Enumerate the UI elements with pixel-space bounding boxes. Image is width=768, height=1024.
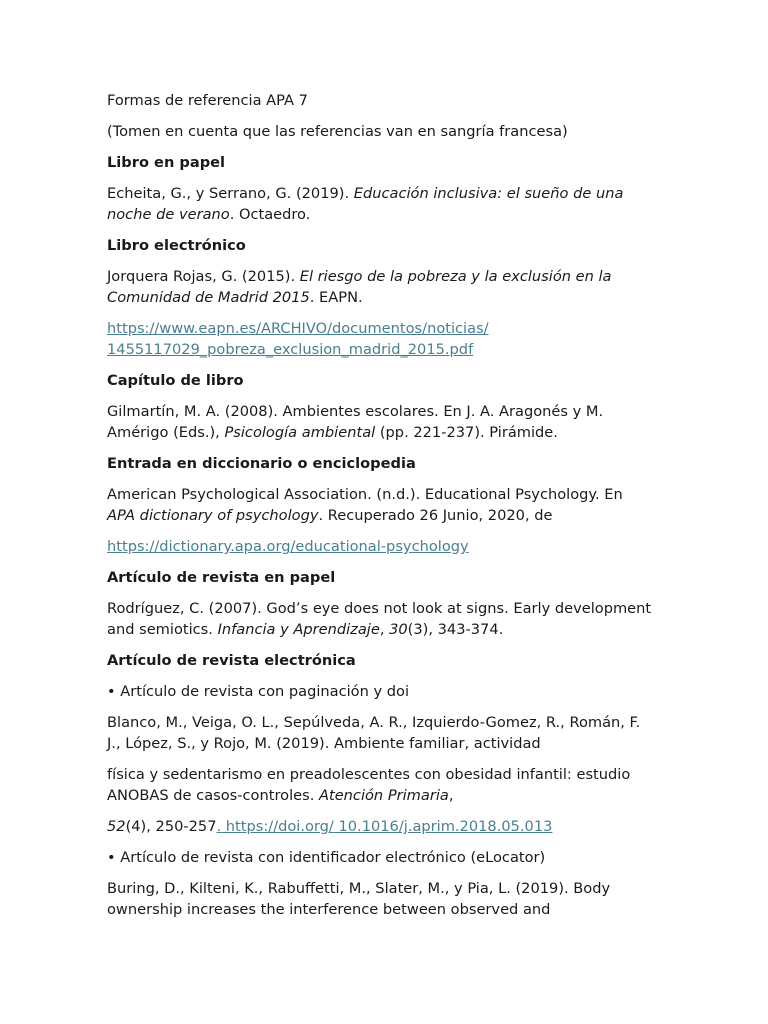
heading-diccionario: Entrada en diccionario o enciclopedia <box>107 455 416 472</box>
reference-publisher: . Octaedro. <box>229 206 311 223</box>
reference-text: Gilmartín, M. A. (2008). Ambientes escolares. En J. A. Aragonés y M. Amérigo (Eds.), <box>107 403 604 441</box>
reference-text: (4), 250-257 <box>125 818 217 835</box>
reference-volume: 52 <box>107 818 126 835</box>
document-page <box>107 90 655 930</box>
reference-text: , <box>448 787 454 804</box>
reference-blanco-part1: Blanco, M., Veiga, O. L., Sepúlveda, A. R., Izquierdo-Gomez, R., Román, F. J., López, S., y Rojo, M. (2019). Ambiente familiar, actividad <box>107 714 641 752</box>
doi-link[interactable]: . https://doi.org/ 10.1016/j.aprim.2018.05.013 <box>216 818 553 835</box>
reference-text: (3), 343-374. <box>407 621 504 638</box>
reference-work-title: Psicología ambiental <box>224 424 376 441</box>
reference-buring: Buring, D., Kilteni, K., Rabuffetti, M., Slater, M., y Pia, L. (2019). Body ownership increases the interference between observed and <box>107 880 611 918</box>
reference-text: (pp. 221-237). Pirámide. <box>375 424 558 441</box>
reference-work-title: Educación inclusiva: el sueño de una noche de verano <box>107 185 624 223</box>
reference-text: física y sedentarismo en preadolescentes con obesidad infantil: estudio ANOBAS de casos-controles. <box>107 766 631 804</box>
reference-diccionario <box>107 484 655 526</box>
reference-authors: Echeita, G., y Serrano, G. (2019). <box>107 185 354 202</box>
eapn-link-line2[interactable]: 1455117029_pobreza_exclusion_madrid_2015.pdf <box>107 341 474 358</box>
heading-revista-papel: Artículo de revista en papel <box>107 569 336 586</box>
apa-dictionary-link[interactable]: https://dictionary.apa.org/educational-psychology <box>107 538 469 555</box>
reference-text: . Recuperado 26 Junio, 2020, de <box>318 507 553 524</box>
reference-publisher: . EAPN. <box>309 289 363 306</box>
heading-libro-electronico: Libro electrónico <box>107 237 246 254</box>
heading-capitulo: Capítulo de libro <box>107 372 244 389</box>
bullet-paginacion-doi: • Artículo de revista con paginación y doi <box>107 683 410 700</box>
reference-revista-papel <box>107 598 655 640</box>
reference-url-eapn <box>107 318 655 360</box>
reference-capitulo <box>107 401 655 443</box>
reference-blanco-part3 <box>107 816 655 837</box>
eapn-link-line1[interactable]: https://www.eapn.es/ARCHIVO/documentos/noticias/ <box>107 320 489 337</box>
reference-work-title: APA dictionary of psychology <box>107 507 319 524</box>
reference-work-title: El riesgo de la pobreza y la exclusión en la Comunidad de Madrid 2015 <box>107 268 612 306</box>
reference-separator: , <box>379 621 390 638</box>
document-title: Formas de referencia APA 7 <box>107 92 308 109</box>
reference-journal: Infancia y Aprendizaje <box>217 621 380 638</box>
reference-text: Rodríguez, C. (2007). God’s eye does not look at signs. Early development and semiotics. <box>107 600 652 638</box>
reference-libro-papel <box>107 183 655 225</box>
bullet-elocator: • Artículo de revista con identificador electrónico (eLocator) <box>107 849 546 866</box>
reference-volume: 30 <box>389 621 408 638</box>
heading-revista-electronica: Artículo de revista electrónica <box>107 652 356 669</box>
document-note: (Tomen en cuenta que las referencias van en sangría francesa) <box>107 123 568 140</box>
reference-blanco-part2 <box>107 764 655 806</box>
reference-libro-electronico <box>107 266 655 308</box>
reference-journal: Atención Primaria <box>318 787 449 804</box>
reference-authors: Jorquera Rojas, G. (2015). <box>107 268 300 285</box>
reference-url-apa <box>107 536 655 557</box>
heading-libro-papel: Libro en papel <box>107 154 226 171</box>
reference-text: American Psychological Association. (n.d.). Educational Psychology. En <box>107 486 623 503</box>
